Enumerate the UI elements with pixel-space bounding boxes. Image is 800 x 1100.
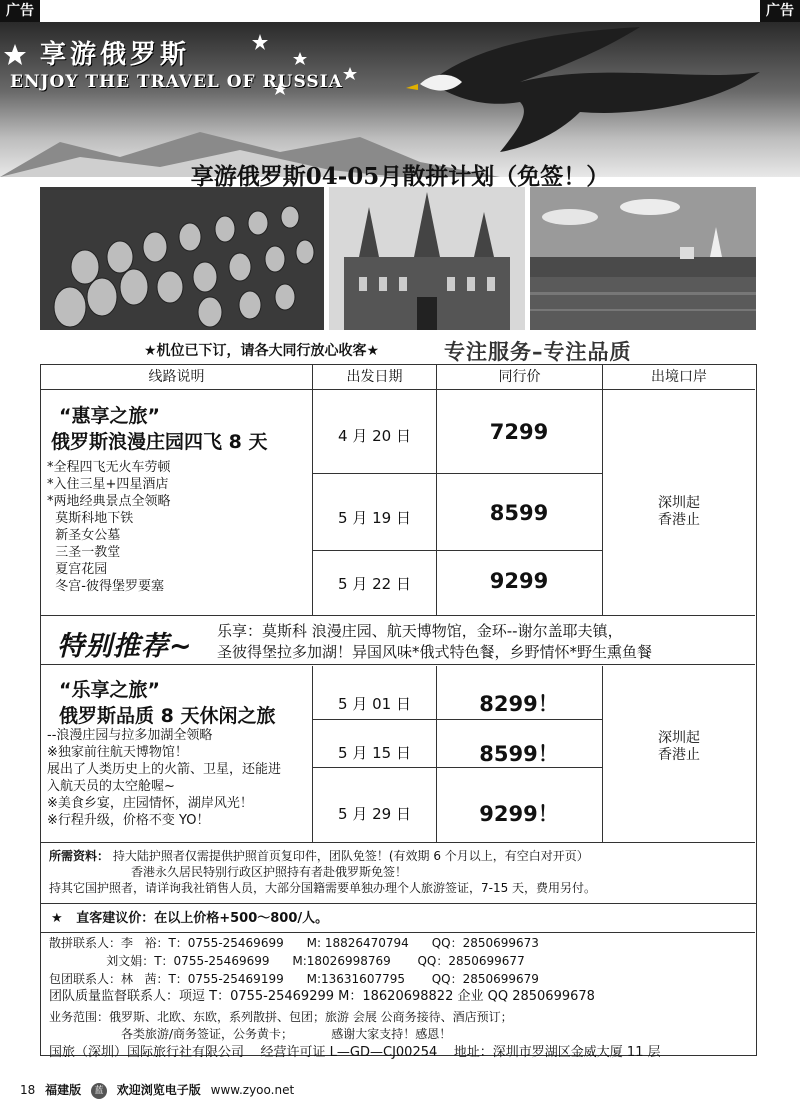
supervisor-contact: 团队质量监督联系人：项逗 T：0755-25469299 M：18620698822 企业 QQ 2850699678 [49, 989, 595, 1004]
route2-date: 5 月 01 日 [338, 695, 411, 713]
requirements-text: 持大陆护照者仅需提供护照首页复印件，团队免签！(有效期 6 个月以上，有空白对开页） [112, 849, 589, 863]
photo-kremlin-river [530, 187, 756, 330]
banner-title-cn: 享游俄罗斯 [40, 40, 191, 70]
route1-line: *入住三星+四星酒店 [47, 477, 169, 492]
route1-line: 新圣女公墓 [47, 528, 121, 543]
route2-port [603, 730, 755, 764]
ad-label-right: 广告 [760, 0, 800, 22]
route1-line: 莫斯科地下铁 [47, 511, 134, 526]
route1-line: *全程四飞无火车劳顿 [47, 460, 171, 475]
port-depart: 深圳起 [658, 730, 700, 746]
route2-title-quote: “乐享之旅” [59, 679, 160, 701]
route1-price: 8599 [489, 501, 549, 525]
photo-red-square-museum [329, 187, 525, 330]
header-price: 同行价 [498, 369, 541, 385]
route1-line: 冬宫-彼得堡罗要塞 [47, 579, 164, 594]
route1-price: 7299 [489, 420, 549, 444]
route1-date: 5 月 19 日 [338, 509, 411, 527]
table-header [41, 365, 755, 390]
route2-line: ※独家前往航天博物馆！ [47, 745, 188, 760]
route1-port [603, 495, 755, 529]
special-recommend [41, 615, 755, 665]
route2-line: ※行程升级，价格不变 YO！ [47, 813, 210, 828]
contact-row: 包团联系人：林 茜：T：0755-25469199 M:13631607795 QQ：2850699679 [49, 972, 539, 986]
requirements-label: 所需资料： [49, 849, 110, 863]
direct-price: ★ 直客建议价：在以上价格+500～800/人。 [51, 911, 329, 926]
special-line: 乐享：莫斯科 浪漫庄园、航天博物馆，金环--谢尔盖耶夫镇， [217, 622, 623, 640]
special-line: 圣彼得堡拉多加湖！异国风味*俄式特色餐，乡野情怀*野生熏鱼餐 [217, 643, 653, 661]
route2-line: 入航天员的太空舱喔~ [47, 779, 175, 794]
banner [0, 22, 800, 177]
eagle-icon [406, 27, 760, 152]
requirements-line3: 持其它国护照者，请详询我社销售人员，大部分国籍需要单独办理个人旅游签证，7-15 天，费用另付。 [49, 881, 597, 895]
footer-url[interactable]: www.zyoo.net [210, 1083, 295, 1097]
route1-title: 俄罗斯浪漫庄园四飞 8 天 [51, 431, 268, 453]
header-route: 线路说明 [148, 369, 205, 385]
business-scope-2: 各类旅游/商务签证，公务黄卡； 感谢大家支持！感恩！ [121, 1027, 452, 1041]
plan-title: 享游俄罗斯04-05月散拼计划（免签！） [190, 163, 610, 190]
route2-title: 俄罗斯品质 8 天休闲之旅 [59, 705, 276, 727]
route1-line: 三圣一教堂 [47, 545, 121, 560]
route2-price: 9299！ [479, 802, 559, 826]
route1-line: 夏宫花园 [47, 562, 108, 577]
header-date: 出发日期 [346, 369, 403, 385]
port-return: 香港止 [658, 747, 700, 763]
page-footer [20, 1081, 300, 1099]
route2-line: ※美食乡宴，庄园情怀，湖岸风光！ [47, 796, 253, 811]
banner-title-en: ENJOY THE TRAVEL OF RUSSIA [10, 72, 343, 92]
requirements-line2: 香港永久居民特别行政区护照持有者赴俄罗斯免签！ [131, 865, 408, 879]
requirements-line1 [49, 848, 589, 864]
photo-strip [40, 187, 756, 330]
port-depart: 深圳起 [658, 495, 700, 511]
route2-date: 5 月 29 日 [338, 805, 411, 823]
ad-label-left: 广告 [0, 0, 40, 22]
booking-notice: ★机位已下订，请各大同行放心收客★ [144, 343, 380, 359]
contact-row: 刘文娟：T：0755-25469699 M:18026998769 QQ：2850699677 [49, 954, 525, 968]
company-info: 国旅（深圳）国际旅行社有限公司 经营许可证 L—GD—CJ00254 地址：深圳市罗湖区金威大厦 11 层 [49, 1045, 661, 1060]
route2-line: 展出了人类历史上的火箭、卫星，还能进 [47, 762, 282, 777]
slogan: 专注服务–专注品质 [444, 340, 632, 364]
port-return: 香港止 [658, 512, 700, 528]
contact-table [40, 904, 757, 1060]
route1-description [47, 459, 171, 595]
route2-price: 8599！ [479, 742, 559, 766]
logo-icon: 蓝 [91, 1083, 107, 1099]
itinerary-table [40, 364, 757, 904]
route2-description [47, 727, 281, 829]
notice-row [40, 336, 756, 362]
route1-date: 5 月 22 日 [338, 575, 411, 593]
business-scope: 业务范围：俄罗斯、北欧、东欧，系列散拼、包团；旅游 会展 公商务接待、酒店预订； [49, 1010, 513, 1024]
page-number: 18 [20, 1083, 36, 1097]
route2-line: --浪漫庄园与拉多加湖全领略 [47, 728, 213, 743]
footer-text: 欢迎浏览电子版 [116, 1083, 201, 1097]
header-port: 出境口岸 [651, 369, 707, 385]
photo-matryoshka-dolls [40, 187, 324, 330]
route1-title-quote: “惠享之旅” [59, 405, 160, 427]
edition-label: 福建版 [45, 1083, 82, 1097]
contact-row: 散拼联系人：李 裕：T：0755-25469699 M: 18826470794 QQ：2850699673 [49, 936, 539, 950]
route1-line: *两地经典景点全领略 [47, 494, 171, 509]
route2-price: 8299！ [479, 692, 559, 716]
route1-price: 9299 [489, 569, 549, 593]
route2-date: 5 月 15 日 [338, 744, 411, 762]
route1-date: 4 月 20 日 [338, 427, 411, 445]
special-text [217, 621, 757, 663]
special-label: 特别推荐~ [57, 631, 193, 662]
